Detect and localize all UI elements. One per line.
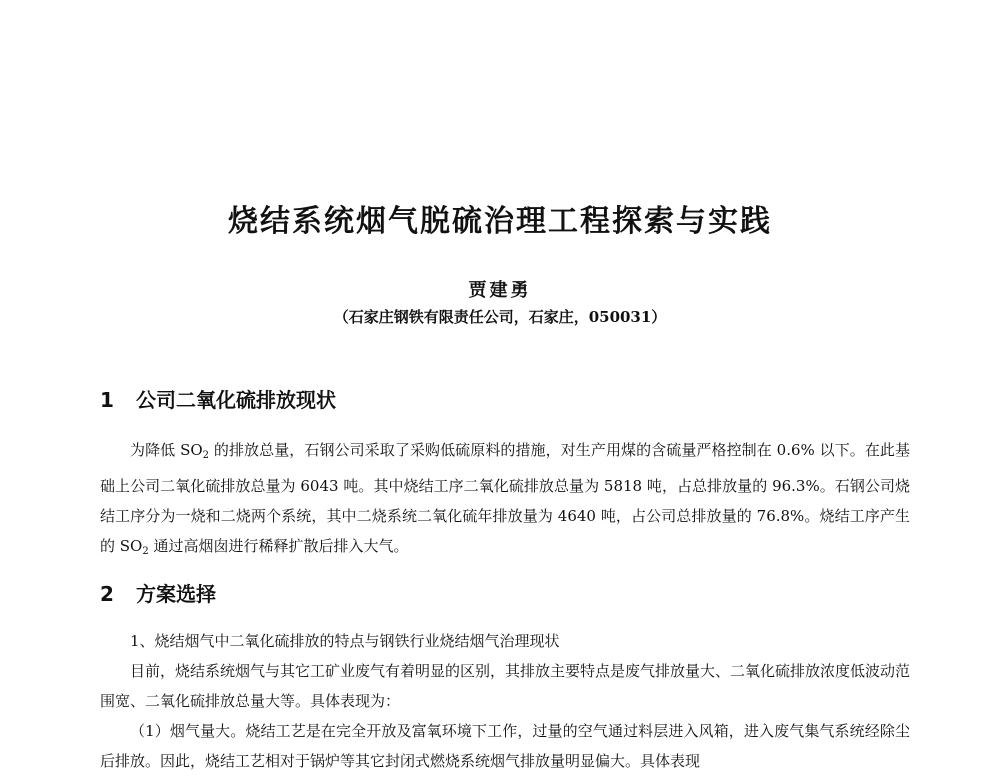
section-2-number: 2 xyxy=(100,582,114,606)
subsection-1-title: 1、烧结烟气中二氧化硫排放的特点与钢铁行业烧结烟气治理现状 xyxy=(130,632,560,650)
section-2-title: 方案选择 xyxy=(136,582,216,606)
author-affiliation: （石家庄钢铁有限责任公司，石家庄，050031） xyxy=(333,308,667,326)
paper-title: 烧结系统烟气脱硫治理工程探索与实践 xyxy=(228,204,772,239)
section-2-heading xyxy=(100,578,216,607)
author-name: 贾建勇 xyxy=(468,280,532,301)
section-1-heading xyxy=(100,384,336,413)
section-1-paragraph xyxy=(100,435,910,567)
section-1-title: 公司二氧化硫排放现状 xyxy=(136,388,336,412)
section-1-number: 1 xyxy=(100,388,114,412)
para-text-b: 的排放总量，石钢公司采取了采购低硫原料的措施，对生产用煤的含硫量严格控制在 0.6% 以下。在此基础上公司二氧化硫排放总量为 6043 吨。其中烧结工序二氧化硫排放总量为 5818 吨，占总排放量的 96.3%。石钢公司烧结工序分为一烧和二烧两个系统，其中二烧系统二氧化硫年排放量为 4640 吨，占公司总排放量的 76.8%。烧结工序产生的 SO xyxy=(100,441,911,555)
section-2-paragraph-1: 目前，烧结系统烟气与其它工矿业废气有着明显的区别，其排放主要特点是废气排放量大、二氧化硫排放浓度低波动范围宽、二氧化硫排放总量大等。具体表现为： xyxy=(100,662,911,710)
subscript-2a: 2 xyxy=(202,450,210,461)
para-text-a: 为降低 SO xyxy=(130,441,203,459)
subscript-2b: 2 xyxy=(142,546,149,557)
para-text-c: 通过高烟囱进行稀释扩散后排入大气。 xyxy=(148,537,409,555)
section-2-paragraph-2: （1）烟气量大。烧结工艺是在完全开放及富氧环境下工作，过量的空气通过料层进入风箱，进入废气集气系统经除尘后排放。因此，烧结工艺相对于锅炉等其它封闭式燃烧系统烟气排放量明显偏大。具体表现 xyxy=(100,722,910,770)
